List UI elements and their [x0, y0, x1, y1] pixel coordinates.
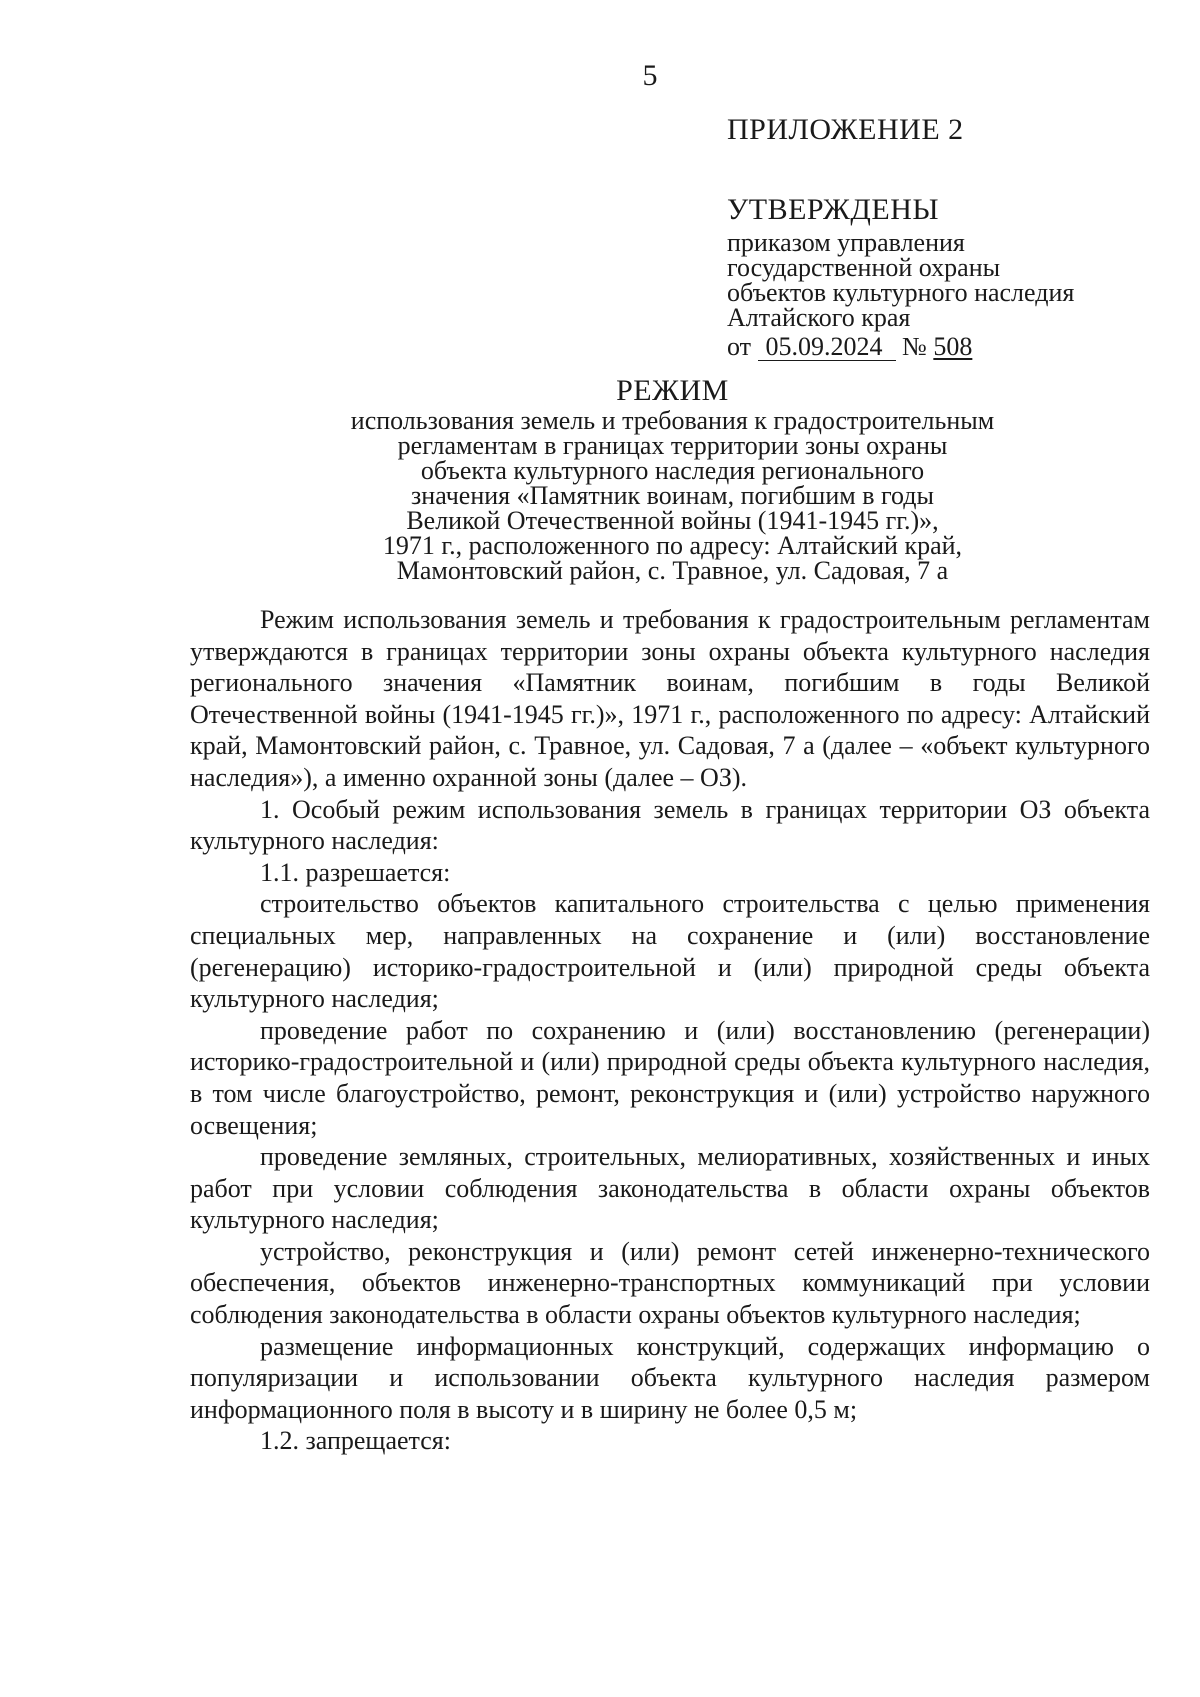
appendix-label: ПРИЛОЖЕНИЕ 2 [727, 113, 964, 146]
order-prefix: от [727, 332, 752, 361]
approval-line: объектов культурного наследия [727, 278, 1075, 307]
regime-subtitle [0, 408, 1200, 583]
subtitle-line: 1971 г., расположенного по адресу: Алтайский край, [382, 531, 963, 560]
regime-title: РЕЖИМ [616, 374, 729, 407]
subtitle-line: объекта культурного наследия регионального [420, 456, 925, 485]
body-paragraph-item: проведение земляных, строительных, мелиоративных, хозяйственных и иных работ при условии соблюдения законодательства в области охраны объектов культурного наследия; [190, 1142, 1150, 1235]
body-paragraph-item: проведение работ по сохранению и (или) восстановлению (регенерации) историко-градостроительной и (или) природной среды объекта культурного наследия, в том числе благоустройство, ремонт, реконструкция и (или) устройство наружного освещения; [190, 1015, 1150, 1140]
subtitle-line: Великой Отечественной войны (1941-1945 гг.)», [406, 506, 939, 535]
order-number-sign: № [902, 332, 927, 361]
body-paragraph-item: строительство объектов капитального строительства с целью применения специальных мер, направленных на сохранение и (или) восстановление (регенерацию) историко-градостроительной и (или) природной среды объекта культурного наследия; [190, 889, 1150, 1014]
body-paragraph-subsection-1-2: 1.2. запрещается: [260, 1426, 451, 1456]
approval-authority [727, 230, 1167, 330]
order-number: 508 [933, 332, 973, 361]
subtitle-line: Мамонтовский район, с. Травное, ул. Садовая, 7 а [396, 556, 949, 585]
approval-line: государственной охраны [727, 253, 1001, 282]
approval-line: Алтайского края [727, 303, 911, 332]
subtitle-line: регламентам в границах территории зоны охраны [397, 431, 948, 460]
page-number: 5 [642, 59, 658, 92]
body-paragraph-intro: Режим использования земель и требования к градостроительным регламентам утверждаются в границах территории зоны охраны объекта культурного наследия регионального значения «Памятник воинам, погибшим в годы Великой Отечественной войны (1941-1945 гг.)», 1971 г., расположенного по адресу: Алтайский край, Мамонтовский район, с. Травное, ул. Садовая, 7 а (далее – «объект культурного наследия»), а именно охранной зоны (далее – ОЗ). [190, 605, 1150, 792]
order-reference [727, 332, 1167, 362]
approval-block [727, 112, 1167, 362]
approved-label: УТВЕРЖДЕНЫ [727, 193, 940, 226]
subtitle-line: значения «Памятник воинам, погибшим в годы [411, 481, 934, 510]
document-body [190, 604, 1150, 1457]
body-paragraph-item: устройство, реконструкция и (или) ремонт сетей инженерно-технического обеспечения, объектов инженерно-транспортных коммуникаций при условии соблюдения законодательства в области охраны объектов культурного наследия; [190, 1236, 1150, 1330]
subtitle-line: использования земель и требования к градостроительным [350, 406, 995, 435]
order-date: 05.09.2024 [758, 334, 896, 361]
body-paragraph-subsection-1-1: 1.1. разрешается: [260, 857, 451, 887]
approval-line: приказом управления [727, 228, 965, 257]
document-heading [0, 374, 1200, 583]
body-paragraph-section-1: 1. Особый режим использования земель в границах территории ОЗ объекта культурного наследия: [190, 794, 1150, 856]
body-paragraph-item: размещение информационных конструкций, содержащих информацию о популяризации и использовании объекта культурного наследия размером информационного поля в высоту и в ширину не более 0,5 м; [190, 1331, 1150, 1424]
